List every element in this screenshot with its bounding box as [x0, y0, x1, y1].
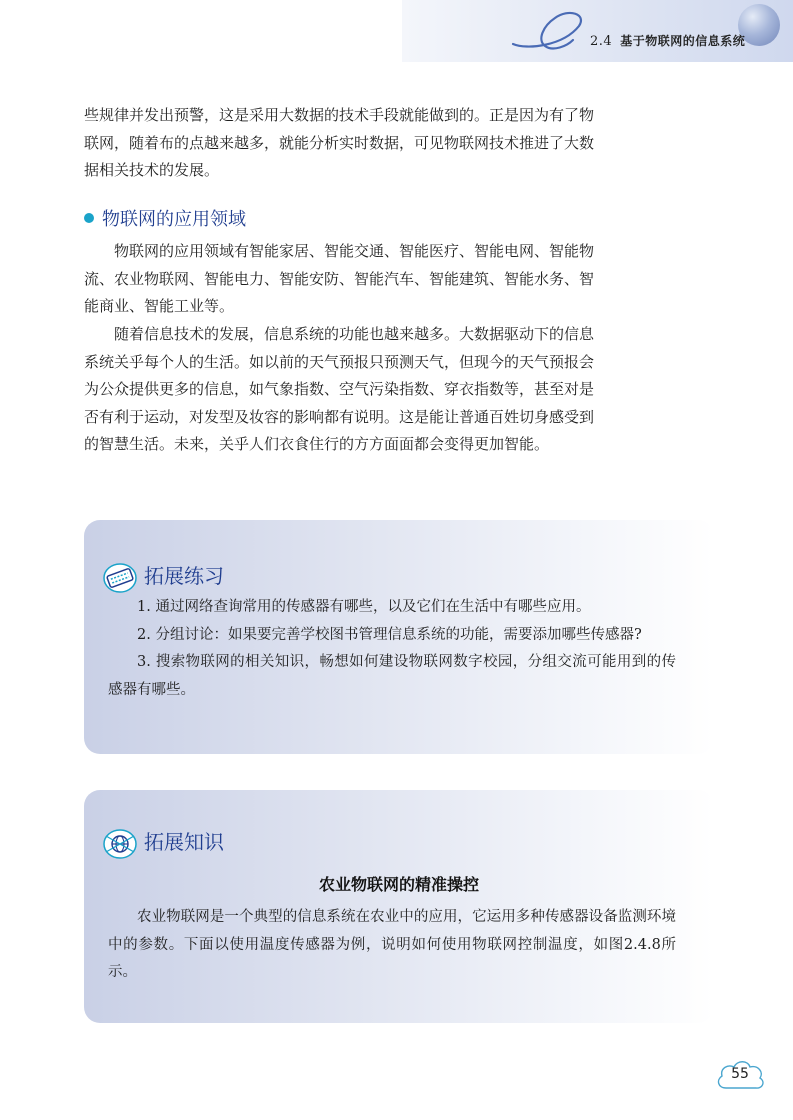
keyboard-icon: [102, 562, 138, 594]
exercise-item-1: 1. 通过网络查询常用的传感器有哪些，以及它们在生活中有哪些应用。: [137, 599, 591, 615]
exercise-title: [102, 560, 224, 594]
knowledge-paragraph: 农业物联网是一个典型的信息系统在农业中的应用，它运用多种传感器设备监测环境中的参数。下面以使用温度传感器为例，说明如何使用物联网控制温度，如图2.4.8所示。: [108, 909, 676, 980]
page-header: [402, 0, 793, 62]
section-heading: [84, 205, 246, 231]
page-number: 55: [731, 1066, 749, 1082]
section-heading-text: 物联网的应用领域: [102, 209, 246, 230]
section-number: 2.4: [590, 34, 613, 49]
bullet-icon: [84, 213, 94, 223]
knowledge-title: [102, 826, 224, 860]
globe-network-icon: [102, 828, 138, 860]
exercise-title-text: 拓展练习: [144, 564, 224, 588]
section-header: [590, 32, 745, 49]
exercise-item-3: 3. 搜索物联网的相关知识，畅想如何建设物联网数字校园，分组交流可能用到的传感器有哪些。: [108, 654, 676, 698]
page-number-badge: [714, 1054, 766, 1094]
exercise-items: [108, 594, 676, 704]
e-logo-icon: [507, 6, 587, 54]
knowledge-title-text: 拓展知识: [144, 830, 224, 854]
exercise-panel: [84, 520, 714, 754]
paragraph-applications: 物联网的应用领域有智能家居、智能交通、智能医疗、智能电网、智能物流、农业物联网、智能电力、智能安防、智能汽车、智能建筑、智能水务、智能商业、智能工业等。: [84, 242, 595, 315]
knowledge-subtitle: 农业物联网的精准操控: [318, 875, 479, 894]
section-title: 基于物联网的信息系统: [620, 34, 746, 48]
exercise-item-2: 2. 分组讨论：如果要完善学校图书管理信息系统的功能，需要添加哪些传感器?: [137, 626, 642, 643]
intro-paragraph: 些规律并发出预警，这是采用大数据的技术手段就能做到的。正是因为有了物联网，随着布的点越来越多，就能分析实时数据，可见物联网技术推进了大数据相关技术的发展。: [84, 106, 595, 179]
paragraph-development: 随着信息技术的发展，信息系统的功能也越来越多。大数据驱动下的信息系统关乎每个人的生活。如以前的天气预报只预测天气，但现今的天气预报会为公众提供更多的信息，如气象指数、空气污染指数、穿衣指数等，甚至对是否有利于运动，对发型及妆容的影响都有说明。这是能让普通百姓切身感受到的智慧生活。未来，关乎人们衣食住行的方方面面都会变得更加智能。: [84, 325, 595, 453]
knowledge-panel: [84, 790, 714, 1023]
